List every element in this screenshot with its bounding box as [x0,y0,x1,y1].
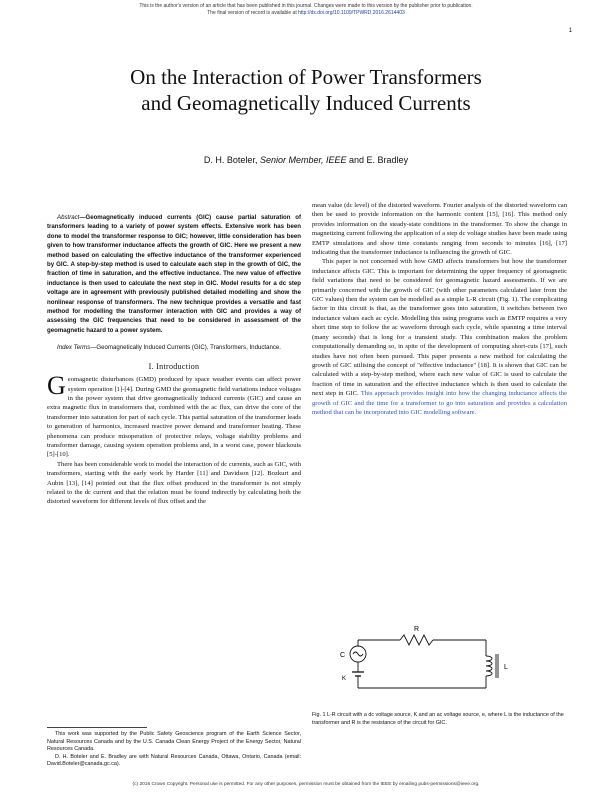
index-terms-text: Geomagnetically Induced Currents (GIC), Transformers, Inductance. [96,344,281,352]
footnote-affiliation: D. H. Boteler and E. Bradley are with Natural Resources Canada, Ottawa, Ontario, Canada (email: David.Boteler@canada.gc.ca). [47,753,301,768]
intro-paragraph-1 [47,371,301,460]
author-1: D. H. Boteler, [203,155,258,165]
author-2: and E. Bradley [349,155,409,165]
lr-circuit-figure [330,620,545,702]
copyright-notice: (c) 2016 Crown Copyright. Personal use is permitted. For any other purposes, permission must be obtained from the IEEE by emailing pubs-permissions@ieee.org. [132,782,480,787]
ac-sine-symbol [353,652,363,656]
right-paragraph-2-text: This paper is not concerned with how GMD affects transformers but how the transformer inductance affects GIC. This is important for determining the upper frequency of geomagnetic field variations that need to be considered for geomagnetic hazard assessments. If we are primarily concerned with the growth of GIC (with other parameters calculated later from the GIC values) then the system can be modelled as a simple L-R circuit (Fig. 1). The complicating factor in this circuit is that, as the transformer goes into saturation, it switches between two inductance values each ac cycle. Modelling this using programs such as EMTP requires a very short time step to follow the ac waveform through each cycle, while spanning a time interval (many seconds) that is long for a transient study. This combination makes the problem computationally demanding so, in spite of the development of computing short-cuts [17], such studies have not often been pursued. This paper presents a new method for calculating the growth of GIC utilising the concept of "effective inductance" [18]. It is shown that GIC can be calculated with a step-by-step method, where each new value of GIC is used to calculate the fraction of time in saturation and the effective inductance which is then used to calculate the next step in GIC. [312,258,567,398]
banner-line-2 [0,10,612,17]
banner-prefix: The final version of record is available at [207,10,297,16]
abstract: Abstract—Geomagnetically induced currents (GIC) cause partial saturation of transformers leading to a variety of power system effects. Extensive work has been done to model the transformer response to GIC; however, little consideration has been given to how transformer inductance affects the growth of GIC. Here we present a new method based on calculating the effective inductance of the transformer experienced by GIC. A step-by-step method is used to calculate each step in the growth of GIC, the fraction of time in saturation, and the effective inductance. The new value of effective inductance is then used to calculate the next step in GIC. Model results for a dc step voltage are in agreement with previously published detailed modelling and show the nonlinear response of transformers. The new technique provides a versatile and fast method for modelling the transformer interaction with GIC and provides a way of assessing the GIC frequencies that need to be considered in assessment of the geomagnetic hazard to a power system. [47,214,301,334]
index-terms: Index Terms—Geomagnetically Induced Currents (GIC), Transformers, Inductance. [57,344,281,352]
abstract-label: Abstract [57,214,80,221]
right-column [312,201,567,417]
resistor-symbol [400,635,433,645]
banner-line-1: This is the author's version of an article that has been published in this journal. Changes were made to this version by the publisher prior to publication. [139,3,473,9]
footnote-rule [47,727,147,728]
title-line-1: On the Interaction of Power Transformers [130,65,482,89]
section-heading-introduction: I. Introduction [148,361,200,371]
left-column [47,213,301,507]
right-paragraph-1: mean value (dc level) of the distorted waveform. Fourier analysis of the distorted waveform can then be used to provide information on the harmonic content [15], [16]. This method only provides information on the steady-state conditions in the transformer. To show the change in magnetizing current following the application of a step dc voltage studies have been made using EMTP simulations and show time constants ranging from seconds to minutes [16], [17] indicating that the transformer inductance is influencing the growth of GIC. [312,202,567,257]
label-l: L [504,664,508,671]
intro-paragraph-2: There has been considerable work to model the interaction of dc currents, such as GIC, with transformers, starting with the early work by Harder [11] and Davidson [12]. Bozkurt and Aubin [13], [14] pointed out that the flux offset produced in the transformer is not simply related to the dc current and that the relation must be found indirectly by calculating both the distorted waveform for different levels of flux offset and the [47,460,301,506]
index-terms-label: Index Terms [57,344,91,352]
inductor-coil [486,656,492,676]
figure-caption: Fig. 1 L-R circuit with a dc voltage source, K and an ac voltage source, e, where L is the inductance of the transformer and R is the resistance of the circuit for GIC. [312,712,564,726]
right-paragraph-2 [312,257,567,417]
footnote-funding: This work was supported by the Public Safety Geoscience program of the Earth Science Sector, Natural Resources Canada and by the U.S. Canada Clean Energy Project of the Energy Sector, Natural Resources Canada. [47,731,301,753]
title-line-2: and Geomagnetically Induced Currents [141,91,471,115]
highlighted-sentence: This approach provides insight into how the changing inductance affects the growth of GIC and the time for a transformer to go into saturation and provides a calculation method that can be incorporated into GIC modelling software. [312,390,568,416]
label-k: K [342,676,347,682]
intro-paragraph-1-text: eomagnetic disturbances (GMD) produced by space weather events can affect power system operation [1]-[4]. During GMD the geomagnetic field variations induce voltages in the power system that drive geomagnetically induced currents (GIC) and cause an extra magnetic flux in transformers that, combined with the ac flux, can drive the core of the transformer into saturation for part of each cycle. This partial saturation of the transformer leads to generation of harmonics, increased reactive power demand and transformer heating. These phenomena can produce misoperation of protective relays, voltage stability problems and transformer damage, causing system operation problems and, in a worst case, power blackouts [5]-[10]. [47,376,301,459]
page-number: 1 [568,28,572,34]
author-1-role: Senior Member, IEEE [259,155,347,165]
footnotes [47,731,301,769]
author-line [60,155,552,165]
journal-banner [0,3,612,17]
abstract-text: Geomagnetically induced currents (GIC) cause partial saturation of transformers leading to a variety of power system effects. Extensive work has been done to model the transformer response to GIC; however, little consideration has been given to how transformer inductance affects the growth of GIC. Here we present a new method based on calculating the effective inductance of the transformer experienced by GIC. A step-by-step method is used to calculate each step in the growth of GIC, the fraction of time in saturation, and the effective inductance. The new value of effective inductance is then used to calculate the next step in GIC. Model results for a dc step voltage are in agreement with previously published detailed modelling and show the nonlinear response of transformers. The new technique provides a versatile and fast method for modelling the transformer interaction with GIC and provides a way of assessing the GIC frequencies that need to be considered in assessment of the geomagnetic hazard to a power system. [47,214,301,334]
label-r: R [414,626,420,633]
doi-link[interactable]: http://dx.doi.org/10.1109/TPWRD.2016.2614403 [298,10,405,16]
paper-title [60,64,552,116]
drop-cap: G [47,371,66,401]
label-c: C [340,652,346,659]
